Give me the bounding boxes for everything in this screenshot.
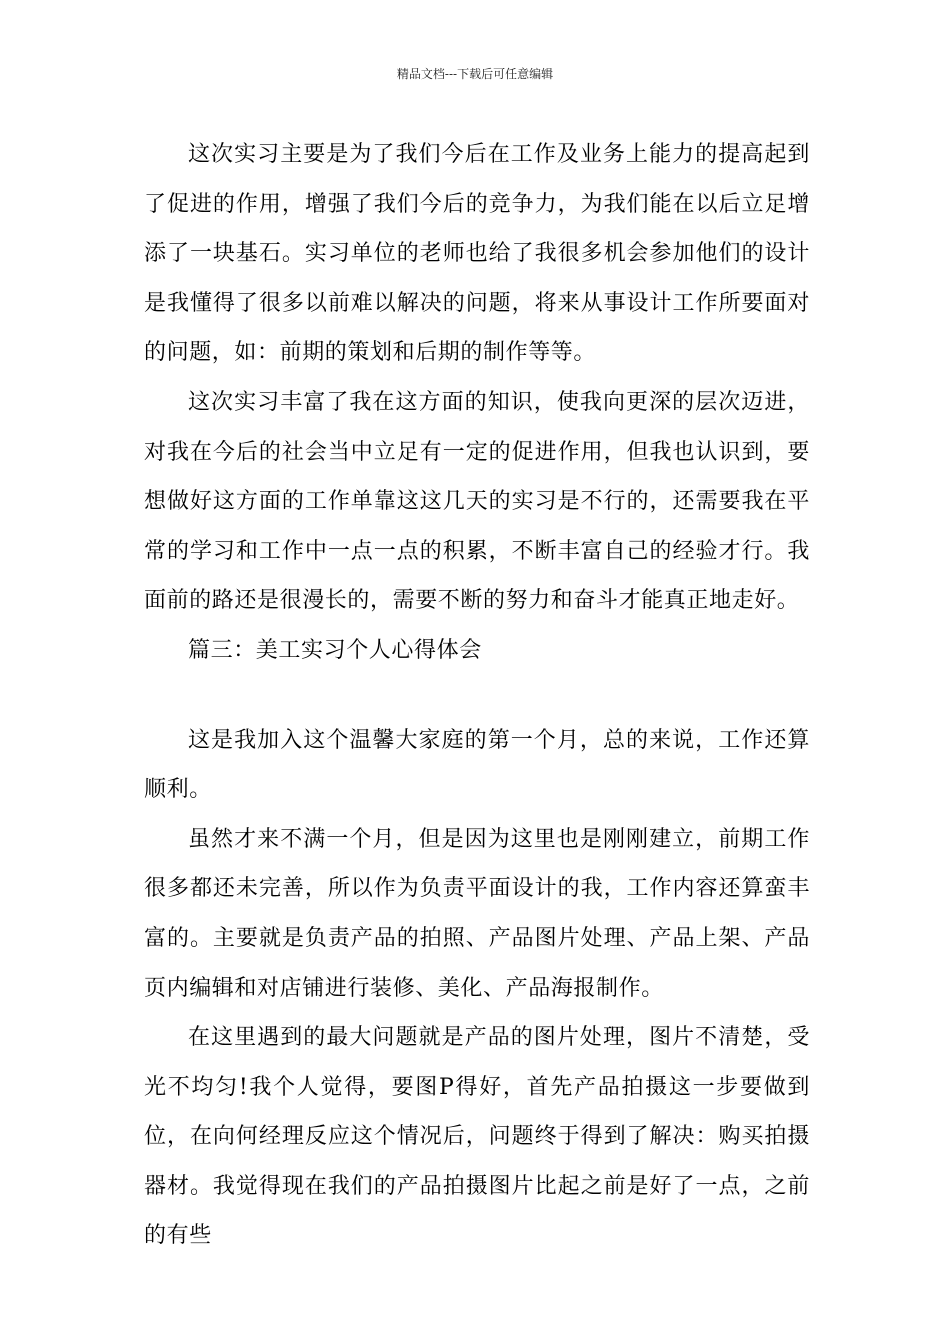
page-header: 精品文档---下载后可任意编辑 [396, 67, 554, 81]
document-body [144, 130, 810, 1261]
paragraph: 这次实习主要是为了我们今后在工作及业务上能力的提高起到了促进的作用，增强了我们今后的竞争力，为我们能在以后立足增添了一块基石。实习单位的老师也给了我很多机会参加他们的设计是我懂得了很多以前难以解决的问题，将来从事设计工作所要面对的问题，如：前期的策划和后期的制作等等。 [144, 142, 810, 366]
paragraph: 这次实习丰富了我在这方面的知识，使我向更深的层次迈进，对我在今后的社会当中立足有一定的促进作用，但我也认识到，要想做好这方面的工作单靠这这几天的实习是不行的，还需要我在平常的学习和工作中一点一点的积累，不断丰富自己的经验才行。我面前的路还是很漫长的，需要不断的努力和奋斗才能真正地走好。 [144, 389, 810, 614]
paragraph: 虽然才来不满一个月，但是因为这里也是刚刚建立，前期工作很多都还未完善，所以作为负责平面设计的我，工作内容还算蛮丰富的。主要就是负责产品的拍照、产品图片处理、产品上架、产品页内编辑和对店铺进行装修、美化、产品海报制作。 [144, 826, 810, 1001]
paragraph: 在这里遇到的最大问题就是产品的图片处理，图片不清楚，受光不均匀!我个人觉得，要图P得好，首先产品拍摄这一步要做到位，在向何经理反应这个情况后，问题终于得到了解决：购买拍摄器材。我觉得现在我们的产品拍摄图片比起之前是好了一点，之前的有些 [144, 1025, 810, 1249]
section-heading: 篇三：美工实习个人心得体会 [188, 637, 482, 663]
section-spacer [144, 676, 810, 716]
paragraph: 这是我加入这个温馨大家庭的第一个月，总的来说，工作还算顺利。 [144, 727, 810, 803]
